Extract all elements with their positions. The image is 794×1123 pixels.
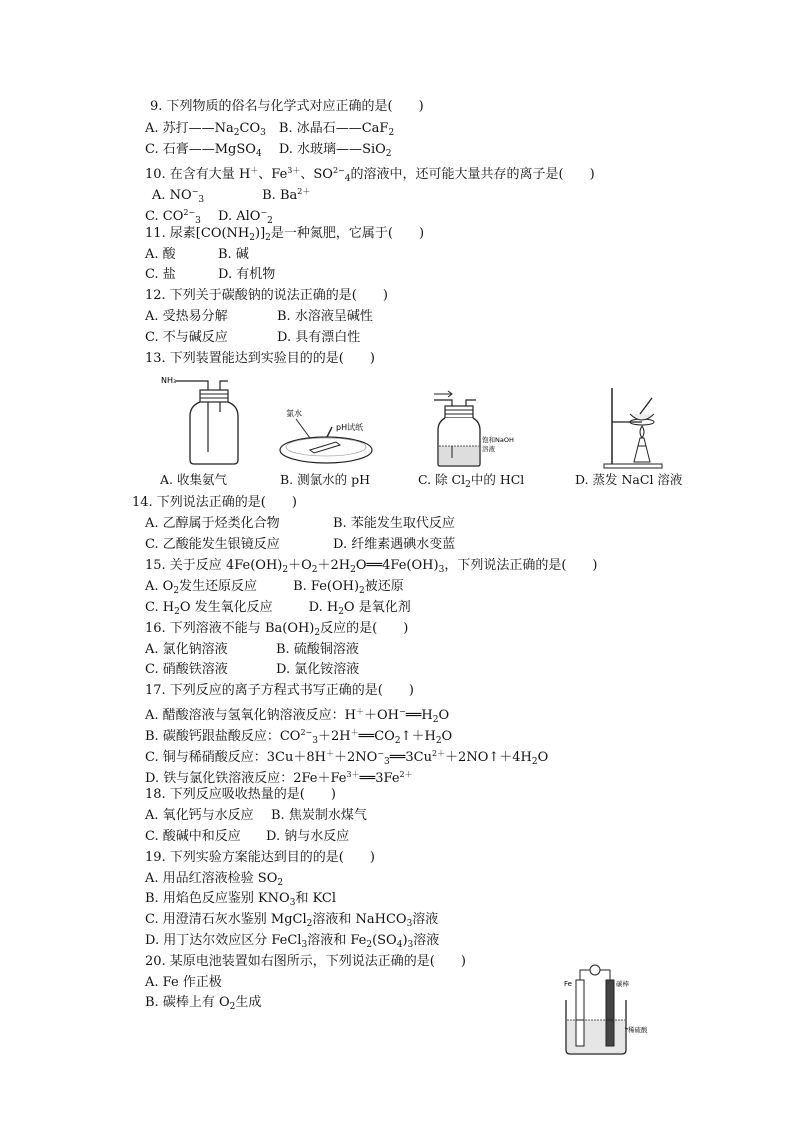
q19-option-b: B. 用焰色反应鉴别 $KNO_3$和 KCl [145,891,337,908]
q17-option-b: B. 碳酸钙跟盐酸反应：$CO^{2-}_3+2H^+══CO_2↑+H_2O$ [145,728,453,746]
q20-option-a: A. Fe 作正极 [145,975,222,990]
q11-option-a: A. 酸 [145,247,176,262]
q17-option-a: A. 醋酸溶液与氢氧化钠溶液反应：$H^++OH^-══H_2O$ [145,707,450,725]
q15-options-cd: C. $H_2O$ 发生氧化反应 D. $H_2O$ 是氧化剂 [145,600,411,617]
fig-collect-ammonia [160,372,245,470]
fig-galvanic-cell [556,962,656,1058]
q16-option-c: C. 硝酸铁溶液 [145,662,228,677]
chlorine-water-label: 氯水 [286,409,302,418]
q10-options-ab: A. $NO^-_3$ B. $Ba^{2+}$ [152,187,311,205]
naoh-label: 饱和NaOH [482,436,514,444]
q14-option-a: A. 乙醇属于烃类化合物 [145,516,280,531]
fig-c-caption: C. 除 $Cl_2$中的 HCl [418,472,525,490]
carbon-rod-label: 碳棒 [616,980,629,988]
q9-options-cd: C. 石膏——MgSO$_4$ D. 水玻璃——SiO$_2$ [145,142,392,159]
q13-stem: 13. 下列装置能达到实验目的的是( ) [145,351,375,366]
q19-stem: 19. 下列实验方案能达到目的的是( ) [145,850,375,865]
q12-option-b: B. 水溶液呈碱性 [277,309,373,324]
q16-option-d: D. 氯化铵溶液 [276,662,360,677]
q17-stem: 17. 下列反应的离子方程式书写正确的是( ) [145,683,414,698]
fig-evaporate-nacl [600,386,670,470]
q12-option-a: A. 受热易分解 [145,309,228,324]
q20-stem: 20. 某原电池装置如右图所示，下列说法正确的是( ) [145,954,466,969]
q18-option-c: C. 酸碱中和反应 [145,829,241,844]
dilute-sulfuric-acid-label: 稀硫酸 [628,1026,648,1034]
q14-option-b: B. 苯能发生取代反应 [333,516,455,531]
nh3-label: NH₃ [161,376,177,385]
q16-stem: 16. 下列溶液不能与 $Ba(OH)_2$反应的是( ) [145,621,409,638]
q19-option-c: C. 用澄清石灰水鉴别 MgCl$_2$溶液和 NaHCO$_3$溶液 [145,912,439,929]
q12-option-c: C. 不与碱反应 [145,330,228,345]
q11-option-b: B. 碱 [218,247,249,262]
q10-stem: 10. 在含有大量 H＋、$Fe^{3+}$、$SO^{2-}_4$的溶液中，还可能大量共存的离子是( ) [145,166,595,184]
fig-remove-hcl [430,388,530,470]
q14-option-d: D. 纤维素遇碘水变蓝 [333,537,456,552]
q20-option-b: B. 碳棒上有 $O_2$生成 [145,995,262,1012]
q16-option-b: B. 硫酸铜溶液 [276,642,359,657]
q12-stem: 12. 下列关于碳酸钠的说法正确的是( ) [145,288,388,303]
q12-option-d: D. 具有漂白性 [277,330,361,345]
solution-label: 溶液 [482,445,495,453]
fig-a-caption: A. 收集氨气 [160,472,227,487]
q17-option-c: C. 铜与稀硝酸反应：$3Cu+8H^++2NO^-_3══3Cu^{2+}+2NO↑+4H_2O$ [145,749,549,767]
q11-option-d: D. 有机物 [218,267,276,282]
q17-option-d: D. 铁与氯化铁溶液反应：$2Fe+Fe^{3+}══3Fe^{2+}$ [145,770,413,786]
q15-options-ab: A. $O_2$发生还原反应 B. $Fe(OH)_2$被还原 [145,579,404,596]
fig-b-caption: B. 测氯水的 pH [280,472,371,487]
q18-option-a: A. 氧化钙与水反应 [145,808,254,823]
q15-stem: 15. 关于反应 $4Fe(OH)_2+O_2+2H_2O══4Fe(OH)_3$，下列说法正确的是( ) [145,558,598,575]
q10-options-cd: C. $CO^{2-}_3$ D. AlO−$_2$ [145,208,273,226]
fig-d-caption: D. 蒸发 NaCl 溶液 [575,472,683,487]
q9-stem: 9. 下列物质的俗名与化学式对应正确的是( ) [150,99,424,114]
ph-paper-label: pH试纸 [336,423,364,432]
q16-option-a: A. 氯化钠溶液 [145,642,228,657]
q14-option-c: C. 乙酸能发生银镜反应 [145,537,280,552]
q11-stem: 11. 尿素$[CO(NH_2)]_2$是一种氮肥，它属于( ) [145,226,425,243]
fig-measure-ph [274,402,384,470]
q11-option-c: C. 盐 [145,267,176,282]
q18-option-d: D. 钠与水反应 [266,829,350,844]
q19-option-a: A. 用品红溶液检验 $SO_2$ [145,871,284,888]
q14-stem: 14. 下列说法正确的是( ) [132,495,297,510]
q9-options-ab: A. 苏打$——Na_2CO_3$ B. 冰晶石——CaF$_2$ [145,121,395,138]
fe-electrode-label: Fe [564,980,572,988]
q19-option-d: D. 用丁达尔效应区分 FeCl$_3$溶液和 $Fe_2(SO_4)_3$溶液 [145,933,440,950]
q18-stem: 18. 下列反应吸收热量的是( ) [145,787,336,802]
q18-option-b: B. 焦炭制水煤气 [271,808,367,823]
